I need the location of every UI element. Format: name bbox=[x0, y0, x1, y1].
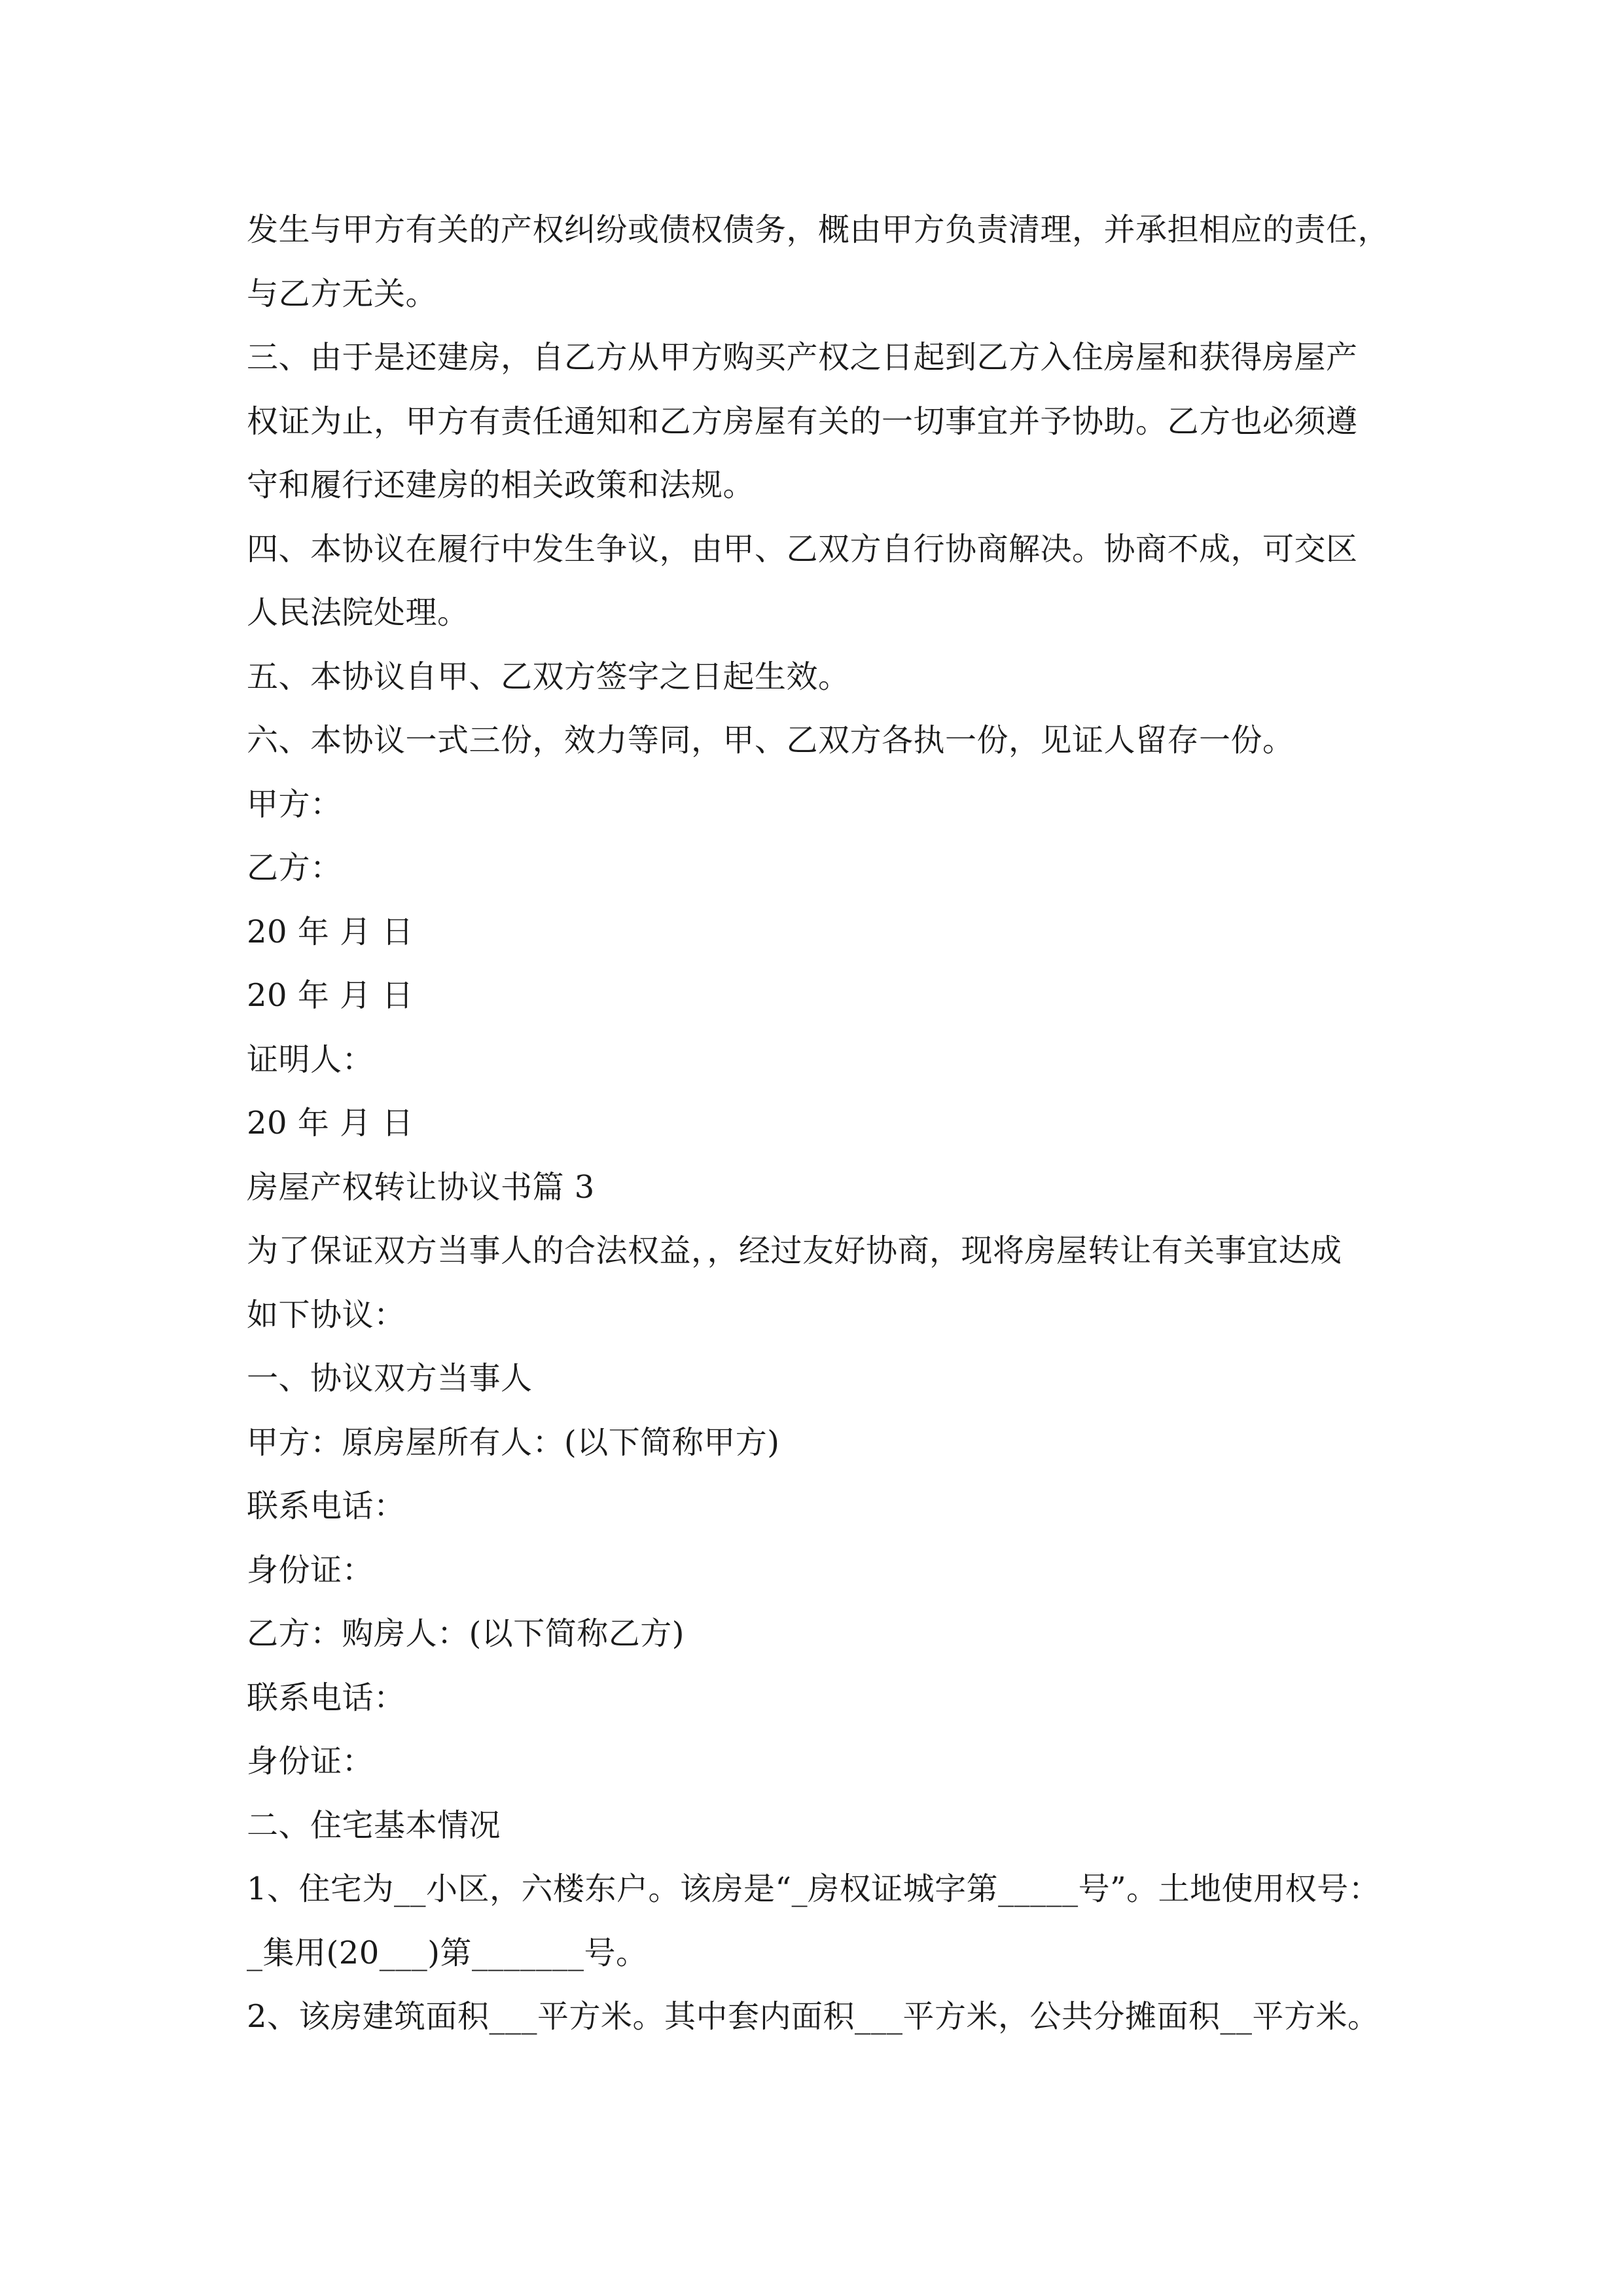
text-line: 乙方： bbox=[247, 850, 342, 886]
text-line: 甲方： bbox=[247, 786, 342, 823]
text-line: 身份证： bbox=[247, 1552, 374, 1588]
text-line: 联系电话： bbox=[247, 1679, 406, 1716]
text-line: 一、协议双方当事人 bbox=[247, 1360, 533, 1397]
text-line: 2、该房建筑面积___平方米。其中套内面积___平方米，公共分摊面积__平方米。 bbox=[247, 1998, 1380, 2035]
text-line: 20 年 月 日 bbox=[247, 1105, 414, 1141]
text-line: 发生与甲方有关的产权纠纷或债权债务，概由甲方负责清理，并承担相应的责任， bbox=[247, 211, 1390, 248]
text-line: 身份证： bbox=[247, 1743, 374, 1780]
text-line: 联系电话： bbox=[247, 1488, 406, 1524]
text-line: 如下协议： bbox=[247, 1297, 406, 1333]
text-line: 权证为止，甲方有责任通知和乙方房屋有关的一切事宜并予协助。乙方也必须遵 bbox=[247, 403, 1358, 440]
text-line: 人民法院处理。 bbox=[247, 594, 469, 631]
text-line: 20 年 月 日 bbox=[247, 914, 414, 950]
text-line: 五、本协议自甲、乙双方签字之日起生效。 bbox=[247, 658, 850, 695]
text-line: 为了保证双方当事人的合法权益，，经过友好协商，现将房屋转让有关事宜达成 bbox=[247, 1232, 1342, 1269]
text-line: 三、由于是还建房，自乙方从甲方购买产权之日起到乙方入住房屋和获得房屋产 bbox=[247, 339, 1358, 376]
text-line: 六、本协议一式三份，效力等同，甲、乙双方各执一份，见证人留存一份。 bbox=[247, 722, 1294, 759]
text-line: 四、本协议在履行中发生争议，由甲、乙双方自行协商解决。协商不成，可交区 bbox=[247, 531, 1358, 567]
text-line: 二、住宅基本情况 bbox=[247, 1807, 501, 1844]
text-line: 与乙方无关。 bbox=[247, 276, 438, 312]
section-heading: 房屋产权转让协议书篇 3 bbox=[247, 1169, 595, 1206]
text-line: 20 年 月 日 bbox=[247, 977, 414, 1014]
text-line: _集用(20___)第_______号。 bbox=[247, 1935, 648, 1971]
text-line: 乙方：购房人：(以下简称乙方) bbox=[247, 1615, 685, 1652]
text-line: 1、住宅为__小区，六楼东户。该房是“_房权证城字第_____号”。土地使用权号： bbox=[247, 1871, 1381, 1907]
text-line: 守和履行还建房的相关政策和法规。 bbox=[247, 467, 755, 503]
text-line: 甲方：原房屋所有人：(以下简称甲方) bbox=[247, 1424, 780, 1461]
text-line: 证明人： bbox=[247, 1041, 374, 1078]
